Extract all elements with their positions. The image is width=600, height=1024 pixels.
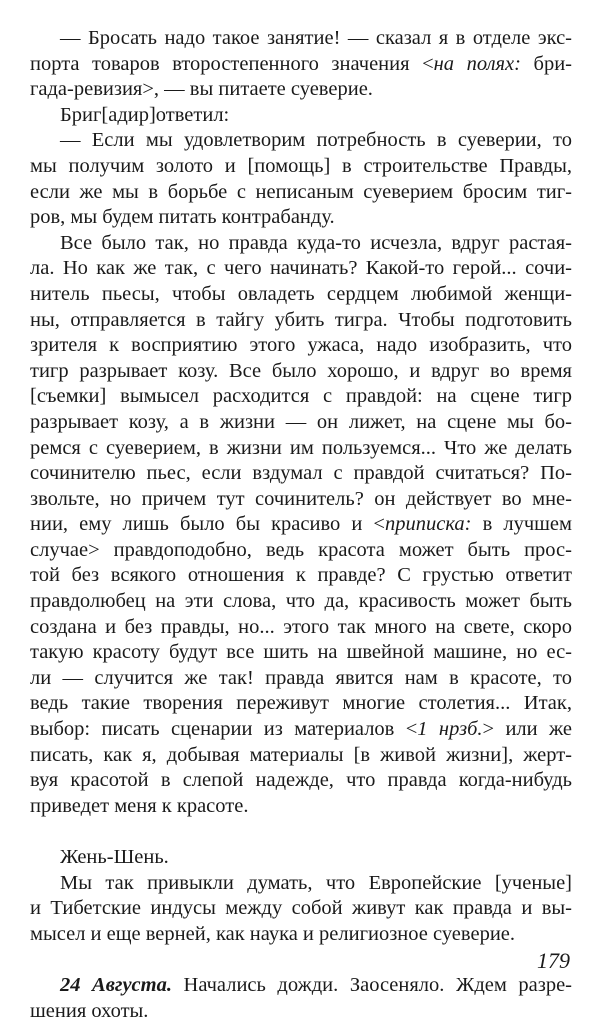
text-line [30, 922, 572, 948]
text-line [30, 359, 572, 385]
text-segment: сочинителю пьес, если вздумал с правдой считаться? По- [30, 462, 572, 485]
text-segment: писать, как я, добывая материалы [в живой жизни], жерт- [30, 743, 572, 766]
text-segment: ли — случится же так! правда явится нам в красоте, то [30, 666, 572, 689]
text-line [30, 180, 572, 206]
text-segment: Бриг[адир]ответил: [60, 103, 230, 126]
text-segment: нии, ему лишь было бы красиво и < [30, 513, 385, 536]
text-segment: правдолюбец на эти слова, что да, красивость может быть [30, 590, 572, 613]
text-line [30, 333, 572, 359]
text-line [30, 461, 572, 487]
text-line [30, 128, 572, 154]
text-line [30, 666, 572, 692]
paragraph [30, 973, 572, 1024]
text-segment: и Тибетские индусы между собой живут как правда и вы- [30, 897, 572, 920]
text-segment: ла. Но как же так, с чего начинать? Какой-то герой... сочи- [30, 257, 572, 280]
text-segment: если же мы в борьбе с неписаным суеверием бросим тиг- [30, 180, 572, 203]
text-segment: ров, мы будем питать контрабанду. [30, 206, 335, 229]
text-segment: гада-ревизия>, — вы питаете суеверие. [30, 78, 373, 101]
page-text [30, 26, 572, 1024]
paragraph [30, 871, 572, 948]
text-line [30, 256, 572, 282]
text-line [30, 538, 572, 564]
paragraph [30, 128, 572, 230]
text-line [30, 436, 572, 462]
paragraph [30, 26, 572, 103]
text-line [30, 205, 572, 231]
text-line [30, 487, 572, 513]
editorial-note: 1 нрзб. [417, 718, 483, 741]
text-segment: Начались дожди. Заосеняло. Ждем разре- [171, 973, 572, 996]
text-line [30, 77, 572, 103]
text-segment: выбор: писать сценарии из материалов < [30, 718, 418, 741]
paragraph [30, 103, 572, 129]
text-segment: ремся с суеверием, в жизни им пользуемся... Что же делать [30, 436, 572, 459]
text-segment: Жень-Шень. [60, 846, 169, 868]
text-line [30, 308, 572, 334]
text-line [30, 154, 572, 180]
text-line [30, 973, 572, 999]
text-line [30, 768, 572, 794]
text-segment: Все было так, но правда куда-то исчезла, вдруг растая- [60, 231, 572, 254]
text-segment: нитель пьесы, чтобы овладеть сердцем любимой женщи- [30, 282, 572, 305]
text-segment: бри- [520, 52, 572, 75]
text-segment: случае> правдоподобно, ведь красота может быть прос- [30, 538, 572, 561]
text-segment: [съемки] вымысел расходится с правдой: на сцене тигр [30, 385, 572, 408]
paragraph [30, 231, 572, 820]
text-line [30, 743, 572, 769]
text-segment: зрителя к восприятию этого ужаса, надо изобразить, что [30, 334, 572, 357]
text-segment: звольте, но причем тут сочинитель? он действует во мне- [30, 487, 572, 510]
text-line [30, 384, 572, 410]
text-segment: приведет меня к красоте. [30, 794, 249, 817]
text-segment: — Бросать надо такое занятие! — сказал я в отделе экс- [60, 27, 572, 49]
paragraph-gap [30, 819, 572, 845]
text-segment: > или же [482, 718, 572, 741]
paragraph-gap [30, 947, 572, 973]
text-line [30, 512, 572, 538]
text-line [30, 26, 572, 52]
text-segment: мы получим золото и [помощь] в строительстве Правды, [30, 154, 572, 177]
text-line [30, 871, 572, 897]
text-segment: Мы так привыкли думать, что Европейские [ученые] [60, 871, 572, 894]
text-line [30, 691, 572, 717]
text-line [30, 52, 572, 78]
text-line [30, 717, 572, 743]
text-segment: в лучшем [471, 513, 573, 536]
text-segment: мысел и еще верней, как наука и религиозное суеверие. [30, 922, 516, 945]
text-segment: такую красоту будут все шить на швейной машине, но ес- [30, 641, 572, 664]
text-segment: шения охоты. [30, 999, 149, 1022]
text-line [30, 896, 572, 922]
page-number: 179 [537, 948, 570, 973]
text-line [30, 563, 572, 589]
text-line [30, 103, 572, 129]
text-segment: ведь такие творения переживут многие столетия... Итак, [30, 692, 572, 715]
text-line [30, 794, 572, 820]
text-line [30, 589, 572, 615]
date-heading: 24 Августа. [60, 973, 172, 996]
text-segment: той без всякого отношения к правде? С грустью ответит [30, 564, 572, 587]
text-line [30, 410, 572, 436]
text-segment: ны, отправляется в тайгу убить тигра. Чтобы подготовить [30, 308, 572, 331]
text-segment: — Если мы удовлетворим потребность в суеверии, то [60, 129, 572, 152]
text-line [30, 282, 572, 308]
text-segment: порта товаров второстепенного значения < [30, 52, 434, 75]
text-line [30, 615, 572, 641]
text-segment: вуя красотой в слепой надежде, что правда когда-нибудь [30, 769, 572, 792]
text-segment: тигр разрывает козу. Все было хорошо, и вдруг во время [30, 359, 572, 382]
text-line [30, 640, 572, 666]
text-line [30, 231, 572, 257]
text-line [30, 845, 572, 871]
text-segment: создана и без правды, но... этого так много на свете, скоро [30, 615, 572, 638]
text-segment: разрывает козу, а в жизни — он лижет, на сцене мы бо- [30, 410, 572, 433]
text-line [30, 999, 572, 1024]
editorial-note: приписка: [384, 513, 472, 536]
paragraph [30, 845, 572, 871]
editorial-note: на полях: [433, 52, 521, 75]
